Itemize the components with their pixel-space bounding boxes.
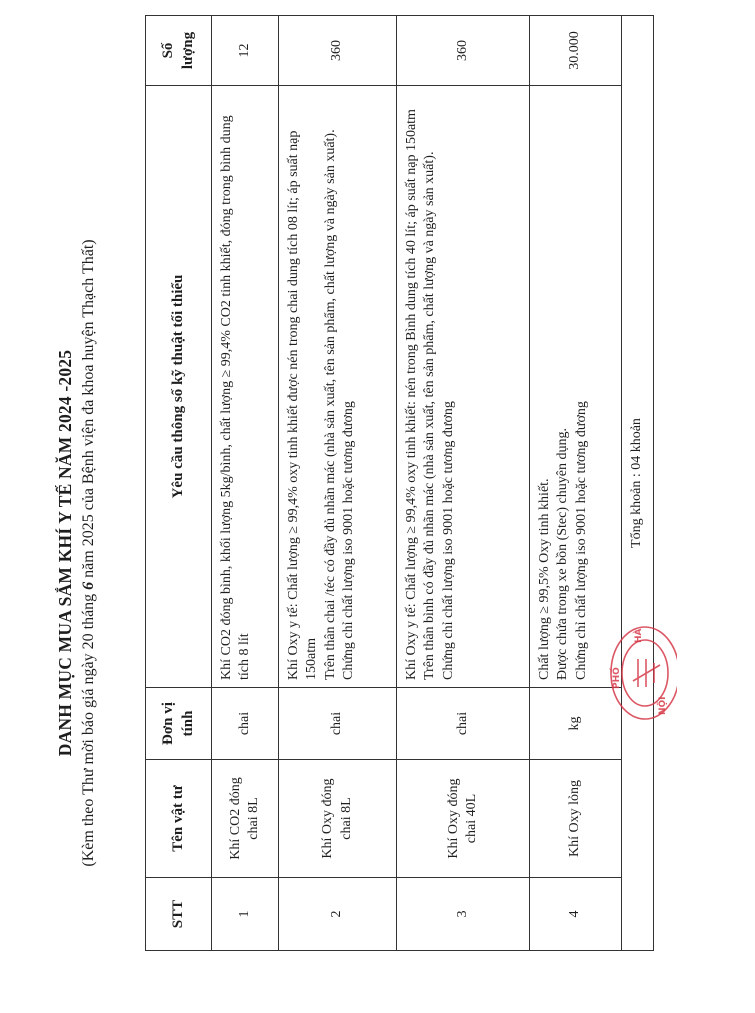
spec-line: Khí CO2 đóng bình, khối lượng 5kg/bình, chất lượng ≥ 99,4% CO2 tinh khiết, đóng trong bình dung tích 8 lít <box>219 115 253 680</box>
header-stt: STT <box>146 878 212 951</box>
table-header-row <box>146 16 212 951</box>
subtitle-handwritten-month: 6 <box>80 581 97 590</box>
header-qty: Số lượng <box>146 16 212 86</box>
cell-name: Khí CO2 đóng chai 8L <box>212 760 279 878</box>
cell-qty: 12 <box>212 16 279 86</box>
total-count: Tổng khoản : 04 khoản <box>622 16 654 951</box>
spec-line: Chất lượng ≥ 99,5% Oxy tinh khiết. <box>537 478 552 680</box>
header-name: Tên vật tư <box>146 760 212 878</box>
cell-spec <box>212 86 279 688</box>
cell-stt: 4 <box>530 878 622 951</box>
spec-line: Khí Oxy y tế: Chất lượng ≥ 99,4% oxy tinh khiết được nén trong chai dung tích 08 lít; áp suất nạp 150atm <box>286 130 320 680</box>
cell-stt: 2 <box>279 878 397 951</box>
spec-line: Khí Oxy y tế: Chất lượng ≥ 99,4% oxy tinh khiết: nén trong Bình dung tích 40 lít; áp suất nạp 150atm <box>404 109 419 680</box>
spec-line: Chứng chỉ chất lượng iso 9001 hoặc tương đương <box>341 401 357 680</box>
subtitle-suffix: năm 2025 của Bệnh viện đa khoa huyện Thạch Thất) <box>80 239 97 578</box>
spec-line: Chứng chỉ chất lượng iso 9001 hoặc tương đương <box>573 401 589 680</box>
cell-spec <box>530 86 622 688</box>
spec-line: Chứng chỉ chất lượng iso 9001 hoặc tương đương <box>440 401 456 680</box>
cell-unit: chai <box>212 688 279 760</box>
document-title: DANH MỤC MUA SẮM KHÍ Y TẾ NĂM 2024 -2025 <box>55 349 75 757</box>
cell-stt: 1 <box>212 878 279 951</box>
cell-qty: 30.000 <box>530 16 622 86</box>
table-row <box>397 16 530 951</box>
cell-spec <box>397 86 530 688</box>
table-total-row <box>622 16 654 951</box>
spec-line: Trên thân chai /téc có đầy đủ nhãn mác (nhà sản xuất, tên sản phẩm, chất lượng và ngày sản xuất). <box>322 129 338 680</box>
cell-unit: chai <box>279 688 397 760</box>
seal-text-right: HÀ <box>634 628 644 643</box>
cell-name: Khí Oxy đóng chai 8L <box>279 760 397 878</box>
cell-stt: 3 <box>397 878 530 951</box>
table-row <box>279 16 397 951</box>
cell-spec <box>279 86 397 688</box>
spec-line: Được chứa trong xe bồn (Stec) chuyên dụng. <box>555 428 571 680</box>
cell-name: Khí Oxy đóng chai 40L <box>397 760 530 878</box>
procurement-table <box>145 15 654 951</box>
document-subtitle <box>80 93 98 1013</box>
seal-text-bottom: NỘI <box>658 696 668 715</box>
seal-icon <box>605 613 677 733</box>
table-row <box>530 16 622 951</box>
cell-qty: 360 <box>397 16 530 86</box>
header-spec: Yêu cầu thông số kỹ thuật tối thiểu <box>146 86 212 688</box>
cell-name: Khí Oxy lỏng <box>530 760 622 878</box>
header-unit: Đơn vị tính <box>146 688 212 760</box>
spec-line: Trên thân bình có đầy đủ nhãn mác (nhà sản xuất, tên sản phẩm, chất lượng và ngày sản xuất). <box>422 151 438 680</box>
cell-qty: 360 <box>279 16 397 86</box>
cell-unit: chai <box>397 688 530 760</box>
subtitle-prefix: (Kèm theo Thư mời báo giá ngày 20 tháng <box>80 593 97 867</box>
cell-unit: kg <box>530 688 622 760</box>
table-row <box>212 16 279 951</box>
seal-text-top: PHỐ <box>612 667 622 689</box>
